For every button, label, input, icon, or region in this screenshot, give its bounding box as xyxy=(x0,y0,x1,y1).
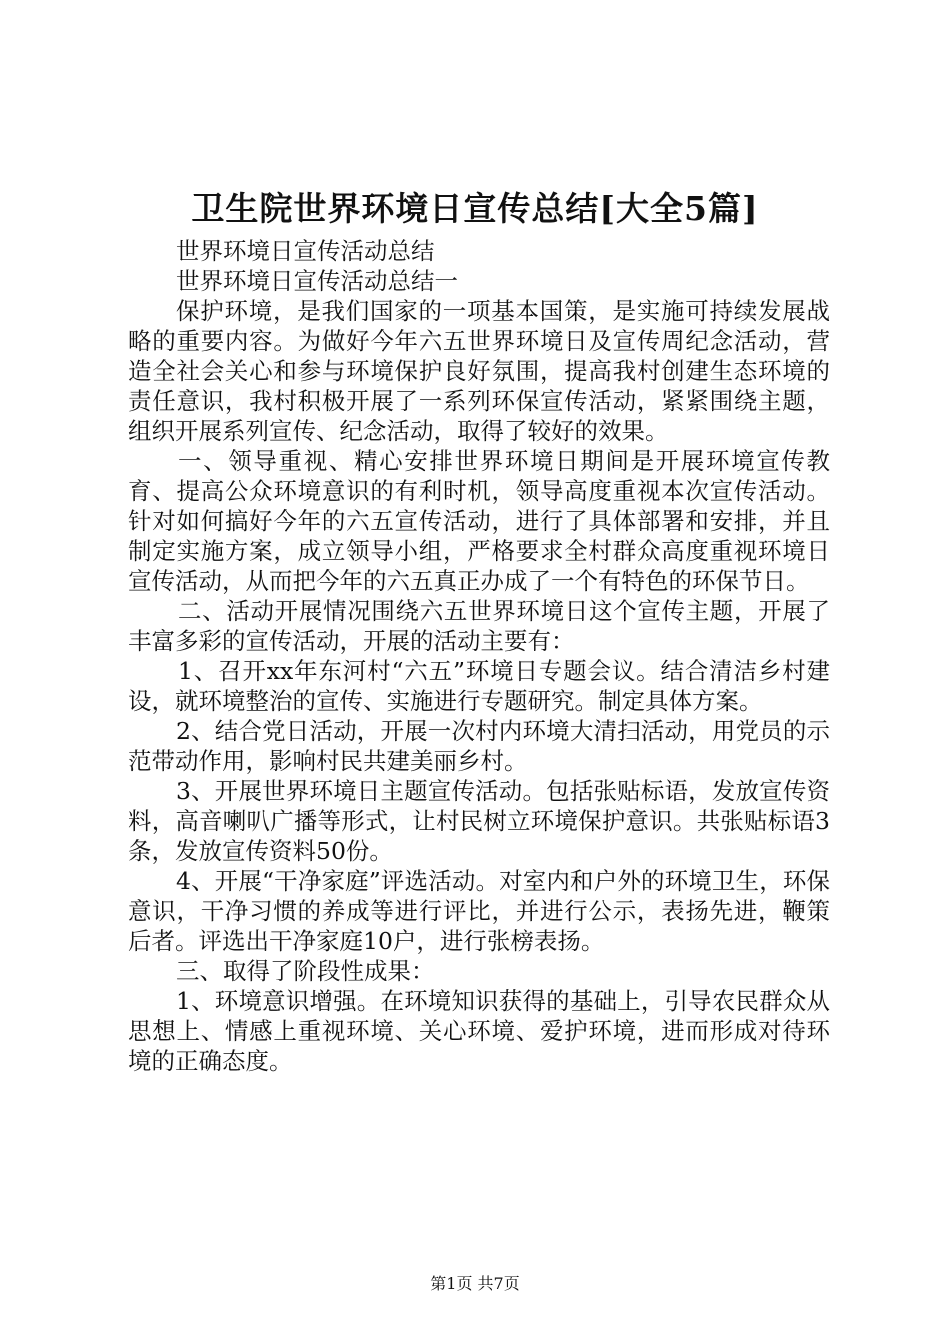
paragraph-subtitle: 世界环境日宣传活动总结 xyxy=(176,237,435,265)
paragraph-activities: 二、活动开展情况围绕六五世界环境日这个宣传主题，开展了丰富多彩的宣传活动，开展的活动主要有： xyxy=(128,597,830,655)
paragraph-result-1: 1、环境意识增强。在环境知识获得的基础上，引导农民群众从思想上、情感上重视环境、关心环境、爱护环境，进而形成对待环境的正确态度。 xyxy=(128,987,830,1075)
paragraph-item-3: 3、开展世界环境日主题宣传活动。包括张贴标语，发放宣传资料，高音喇叭广播等形式，让村民树立环境保护意识。共张贴标语3条，发放宣传资料50份。 xyxy=(128,777,830,865)
document-title: 卫生院世界环境日宣传总结[大全5篇] xyxy=(191,189,759,228)
paragraph-item-2: 2、结合党日活动，开展一次村内环境大清扫活动，用党员的示范带动作用，影响村民共建美丽乡村。 xyxy=(128,717,830,775)
paragraph-leadership: 一、领导重视、精心安排世界环境日期间是开展环境宣传教育、提高公众环境意识的有利时机，领导高度重视本次宣传活动。针对如何搞好今年的六五宣传活动，进行了具体部署和安排，并且制定实施方案，成立领导小组，严格要求全村群众高度重视环境日宣传活动，从而把今年的六五真正办成了一个有特色的环保节日。 xyxy=(128,447,830,595)
paragraph-item-4: 4、开展“干净家庭”评选活动。对室内和户外的环境卫生，环保意识，干净习惯的养成等进行评比，并进行公示，表扬先进，鞭策后者。评选出干净家庭10户，进行张榜表扬。 xyxy=(128,867,830,955)
paragraph-section-heading: 世界环境日宣传活动总结一 xyxy=(176,267,458,295)
paragraph-item-1: 1、召开xx年东河村“六五”环境日专题会议。结合清洁乡村建设，就环境整治的宣传、实施进行专题研究。制定具体方案。 xyxy=(128,657,830,715)
paragraph-intro: 保护环境，是我们国家的一项基本国策，是实施可持续发展战略的重要内容。为做好今年六五世界环境日及宣传周纪念活动，营造全社会关心和参与环境保护良好氛围，提高我村创建生态环境的责任意识，我村积极开展了一系列环保宣传活动，紧紧围绕主题，组织开展系列宣传、纪念活动，取得了较好的效果。 xyxy=(128,297,830,445)
paragraph-results-heading: 三、取得了阶段性成果： xyxy=(176,957,435,985)
document-body xyxy=(128,236,830,1076)
page-number: 第1页 共7页 xyxy=(430,1274,520,1293)
